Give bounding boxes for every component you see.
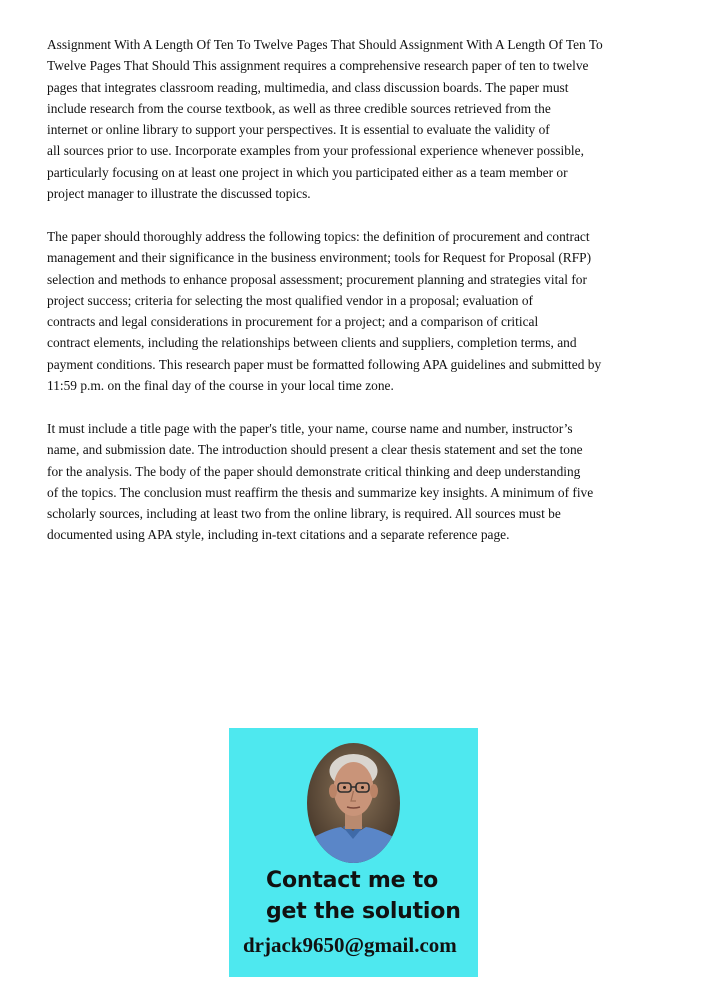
text-line: all sources prior to use. Incorporate examples from your professional experience whenever possible, [47,143,584,159]
text-line: pages that integrates classroom reading, multimedia, and class discussion boards. The paper must [47,79,569,95]
text-line: management and their significance in the business environment; tools for Request for Proposal (RFP) [47,250,592,266]
text-line: particularly focusing on at least one project in which you participated either as a team member or [47,164,568,180]
text-line: selection and methods to enhance proposal assessment; procurement planning and strategies vital for [47,271,587,287]
text-line: payment conditions. This research paper must be formatted following APA guidelines and submitted by [47,356,602,372]
text-line: The paper should thoroughly address the following topics: the definition of procurement and contract [47,229,590,244]
contact-promo-card[interactable] [229,728,478,977]
text-line: It must include a title page with the paper's title, your name, course name and number, instructor’s [47,421,573,436]
text-line: name, and submission date. The introduction should present a clear thesis statement and set the tone [47,442,583,458]
paragraph-2 [47,226,661,396]
paragraph-3 [47,418,661,546]
author-portrait [307,743,400,863]
text-line: include research from the course textbook, as well as three credible sources retrieved from the [47,100,551,116]
text-line: scholarly sources, including at least two from the online library, is required. All sources must be [47,506,561,522]
text-line: project manager to illustrate the discussed topics. [47,186,311,202]
promo-heading-line-2: get the solution [266,899,461,924]
text-line: contracts and legal considerations in procurement for a project; and a comparison of critical [47,314,539,330]
text-line: contract elements, including the relationships between clients and suppliers, completion terms, and [47,335,577,351]
paragraph-1 [47,34,661,204]
contact-email[interactable]: drjack9650@gmail.com [243,933,457,957]
text-line: Twelve Pages That Should This assignment requires a comprehensive research paper of ten to twelve [47,58,589,74]
text-line: Assignment With A Length Of Ten To Twelve Pages That Should Assignment With A Length Of Ten To [47,37,603,52]
text-line: documented using APA style, including in-text citations and a separate reference page. [47,527,510,543]
text-line: project success; criteria for selecting the most qualified vendor in a proposal; evaluation of [47,292,533,308]
text-line: for the analysis. The body of the paper should demonstrate critical thinking and deep understanding [47,463,581,479]
text-line: of the topics. The conclusion must reaffirm the thesis and summarize key insights. A minimum of five [47,484,594,500]
text-line: 11:59 p.m. on the final day of the course in your local time zone. [47,378,394,394]
text-line: internet or online library to support your perspectives. It is essential to evaluate the validity of [47,122,550,138]
promo-heading-line-1: Contact me to [266,868,439,893]
